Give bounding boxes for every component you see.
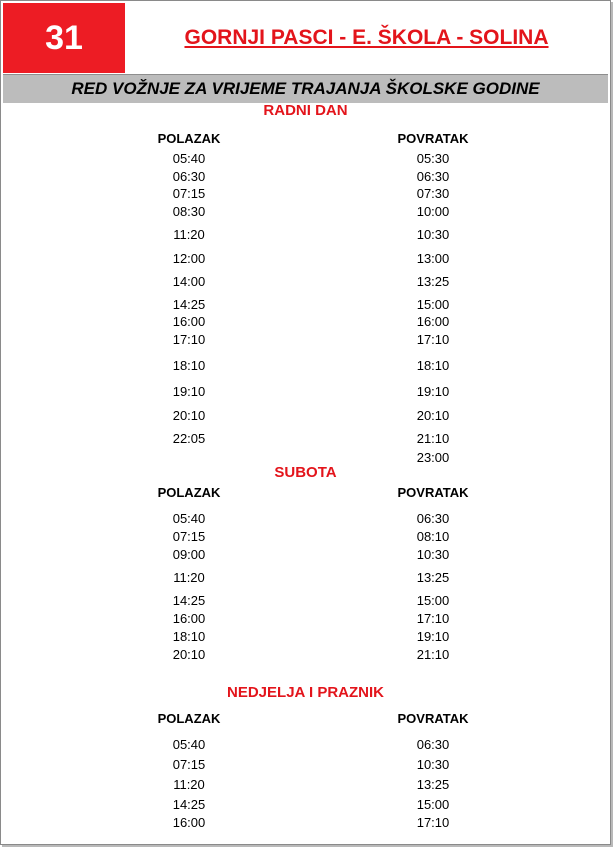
return-time: 13:25 (416, 570, 450, 585)
return-time: 13:25 (416, 777, 450, 792)
return-time: 17:10 (416, 815, 450, 830)
departure-time: 11:20 (173, 227, 205, 242)
return-time: 15:00 (416, 797, 450, 812)
return-time: 06:30 (416, 737, 450, 752)
return-time: 13:25 (416, 274, 450, 289)
return-time: 07:30 (416, 186, 450, 201)
departure-time: 09:00 (172, 547, 206, 562)
departure-header: POLAZAK (157, 131, 221, 146)
return-time: 20:10 (416, 408, 450, 423)
route-number: 31 (3, 3, 125, 73)
departure-time: 17:10 (172, 332, 206, 347)
return-time: 21:10 (416, 647, 450, 662)
return-time: 19:10 (416, 384, 450, 399)
departure-time: 06:30 (172, 169, 206, 184)
return-time: 10:30 (416, 547, 450, 562)
section-title-sunday-holiday: NEDJELJA I PRAZNIK (227, 684, 384, 701)
return-time: 08:10 (416, 529, 450, 544)
return-time: 23:00 (416, 450, 450, 465)
departure-time: 07:15 (172, 529, 206, 544)
departure-time: 11:20 (173, 570, 205, 585)
section-title-saturday: SUBOTA (274, 464, 337, 481)
return-time: 13:00 (416, 251, 450, 266)
departure-time: 07:15 (172, 186, 206, 201)
departure-time: 16:00 (172, 815, 206, 830)
departure-header: POLAZAK (157, 485, 221, 500)
return-time: 15:00 (416, 297, 450, 312)
departure-header: POLAZAK (157, 711, 221, 726)
return-time: 19:10 (416, 629, 450, 644)
section-title-weekday: RADNI DAN (263, 102, 348, 119)
departure-time: 14:25 (172, 797, 206, 812)
return-time: 10:30 (416, 757, 450, 772)
route-name: GORNJI PASCI - E. ŠKOLA - SOLINA (184, 26, 549, 49)
departure-time: 18:10 (172, 629, 206, 644)
departure-time: 11:20 (173, 777, 205, 792)
departure-time: 14:25 (172, 297, 206, 312)
return-time: 16:00 (416, 314, 450, 329)
departure-time: 05:40 (172, 511, 206, 526)
return-time: 15:00 (416, 593, 450, 608)
return-time: 10:30 (416, 227, 450, 242)
return-time: 06:30 (416, 511, 450, 526)
departure-time: 20:10 (172, 647, 206, 662)
return-time: 18:10 (416, 358, 450, 373)
timetable-subtitle: RED VOŽNJE ZA VRIJEME TRAJANJA ŠKOLSKE GODINE (3, 74, 608, 103)
departure-time: 19:10 (172, 384, 206, 399)
departure-time: 12:00 (172, 251, 206, 266)
return-time: 21:10 (416, 431, 450, 446)
departure-time: 05:40 (172, 737, 206, 752)
departure-time: 14:00 (172, 274, 206, 289)
departure-time: 22:05 (172, 431, 206, 446)
return-time: 17:10 (416, 332, 450, 347)
departure-time: 18:10 (172, 358, 206, 373)
departure-time: 20:10 (172, 408, 206, 423)
departure-time: 08:30 (172, 204, 206, 219)
return-time: 06:30 (416, 169, 450, 184)
departure-time: 07:15 (172, 757, 206, 772)
return-time: 10:00 (416, 204, 450, 219)
return-time: 05:30 (416, 151, 450, 166)
departure-time: 16:00 (172, 611, 206, 626)
departure-time: 16:00 (172, 314, 206, 329)
departure-time: 05:40 (172, 151, 206, 166)
return-header: POVRATAK (397, 485, 469, 500)
departure-time: 14:25 (172, 593, 206, 608)
return-header: POVRATAK (397, 131, 469, 146)
return-time: 17:10 (416, 611, 450, 626)
return-header: POVRATAK (397, 711, 469, 726)
